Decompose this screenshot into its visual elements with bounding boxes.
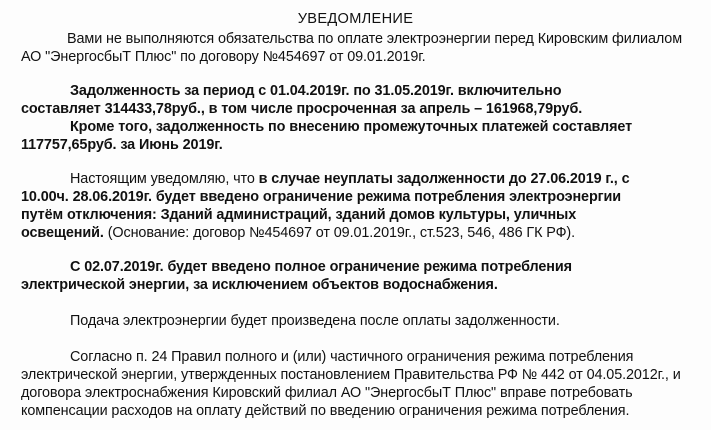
notice-line-4-normal: (Основание: договор №454697 от 09.01.2019г., ст.523, 546, 486 ГК РФ). — [103, 225, 576, 241]
full-limit-line-1: С 02.07.2019г. будет введено полное ограничение режима потребления — [70, 259, 572, 275]
supply-line-1: Подача электроэнергии будет произведена после оплаты задолженности. — [70, 313, 560, 329]
rules-line-4: компенсации расходов на оплату действий по введению ограничения режима потребления. — [21, 403, 630, 419]
notice-line-4 — [21, 224, 575, 242]
notice-line-3: путём отключения: Зданий администраций, зданий домов культуры, уличных — [21, 207, 577, 223]
notice-line-1 — [70, 170, 629, 188]
document-title: УВЕДОМЛЕНИЕ — [297, 11, 414, 27]
rules-line-3: договора электроснабжения Кировский филиал АО "ЭнергосбыТ Плюс" вправе потребовать — [21, 385, 633, 401]
notice-line-1-bold: в случае неуплаты задолженности до 27.06.2019 г., с — [258, 171, 630, 187]
intro-line-2: АО "ЭнергосбыТ Плюс" по договору №454697 от 09.01.2019г. — [21, 49, 426, 65]
notice-line-1-normal: Настоящим уведомляю, что — [70, 171, 259, 187]
debt-line-3: Кроме того, задолженность по внесению промежуточных платежей составляет — [70, 119, 633, 135]
notice-line-2: 10.00ч. 28.06.2019г. будет введено ограничение режима потребления электроэнергии — [21, 189, 622, 205]
debt-line-2: составляет 314433,78руб., в том числе просроченная за апрель – 161968,79руб. — [21, 101, 583, 117]
debt-line-4: 117757,65руб. за Июнь 2019г. — [21, 137, 223, 153]
rules-line-1: Согласно п. 24 Правил полного и (или) частичного ограничения режима потребления — [70, 349, 634, 365]
debt-line-1: Задолженность за период с 01.04.2019г. по 31.05.2019г. включительно — [70, 83, 562, 99]
intro-line-1: Вами не выполняются обязательства по оплате электроэнергии перед Кировским филиалом — [67, 31, 683, 47]
notice-line-4-bold: освещений. — [21, 225, 104, 241]
rules-line-2: электрической энергии, утвержденных постановлением Правительства РФ № 442 от 04.05.2012г., и — [21, 367, 681, 383]
full-limit-line-2: электрической энергии, за исключением объектов водоснабжения. — [21, 277, 498, 293]
